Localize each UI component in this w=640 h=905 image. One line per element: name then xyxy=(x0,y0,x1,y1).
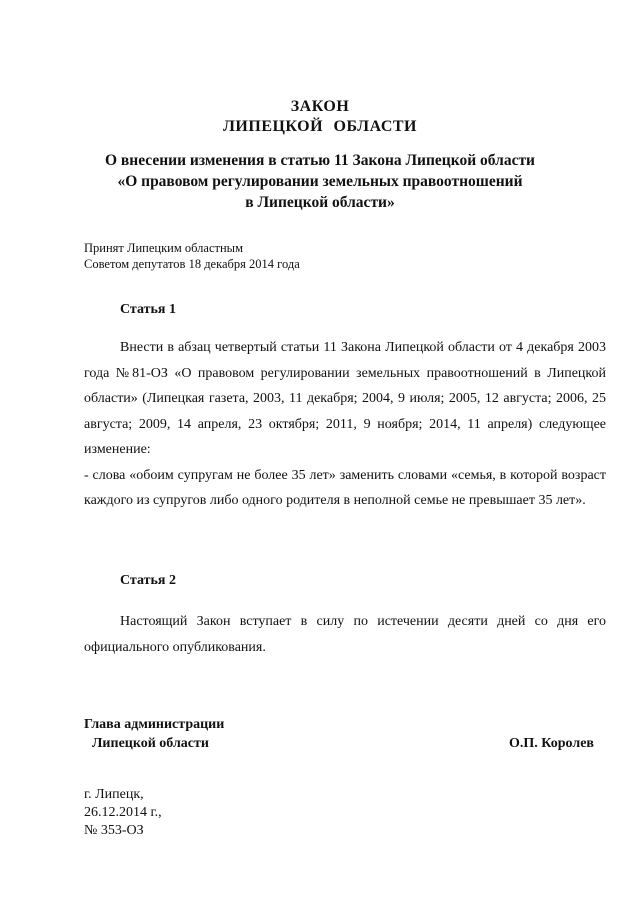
signature-name: О.П. Королев xyxy=(509,736,594,751)
law-subtitle-line3: в Липецкой области» xyxy=(245,194,395,211)
adopted-by-line1: Принят Липецким областным xyxy=(84,241,243,255)
footer-city: г. Липецк, xyxy=(84,787,144,802)
adopted-by-line2: Советом депутатов 18 декабря 2014 года xyxy=(84,257,300,271)
article1-change: - слова «обоим супругам не более 35 лет» заменить словами «семья, в которой возраст каждого из супругов либо одного родителя в неполной семье не превышает 35 лет». xyxy=(84,467,606,508)
article1-heading: Статья 1 xyxy=(120,302,176,317)
signature-position-line2: Липецкой области xyxy=(92,736,209,751)
signature-position-line1: Глава администрации xyxy=(84,717,225,732)
law-subtitle-line2: «О правовом регулировании земельных правоотношений xyxy=(117,173,523,190)
law-title: ЗАКОН xyxy=(290,98,350,115)
law-subtitle-line1: О внесении изменения в статью 11 Закона Липецкой области xyxy=(104,152,535,169)
article1-body xyxy=(84,335,606,514)
article2-heading: Статья 2 xyxy=(120,573,176,588)
article1-text: Внести в абзац четвертый статьи 11 Закона Липецкой области от 4 декабря 2003 года №81-ОЗ «О правовом регулировании земельных правоотношений в Липецкой области» (Липецкая газета, 2003, 11 декабря; 2004, 9 июля; 2005, 12 августа; 2006, 25 августа; 2009, 14 апреля, 23 октября; 2011, 9 ноября; 2014, 11 апреля) следующее изменение: xyxy=(84,340,606,457)
footer-number: № 353-ОЗ xyxy=(84,823,144,838)
article2-text: Настоящий Закон вступает в силу по истечении десяти дней со дня его официального опубликования. xyxy=(84,614,606,655)
law-region: ЛИПЕЦКОЙ ОБЛАСТИ xyxy=(223,118,417,135)
footer-date: 26.12.2014 г., xyxy=(84,805,162,820)
